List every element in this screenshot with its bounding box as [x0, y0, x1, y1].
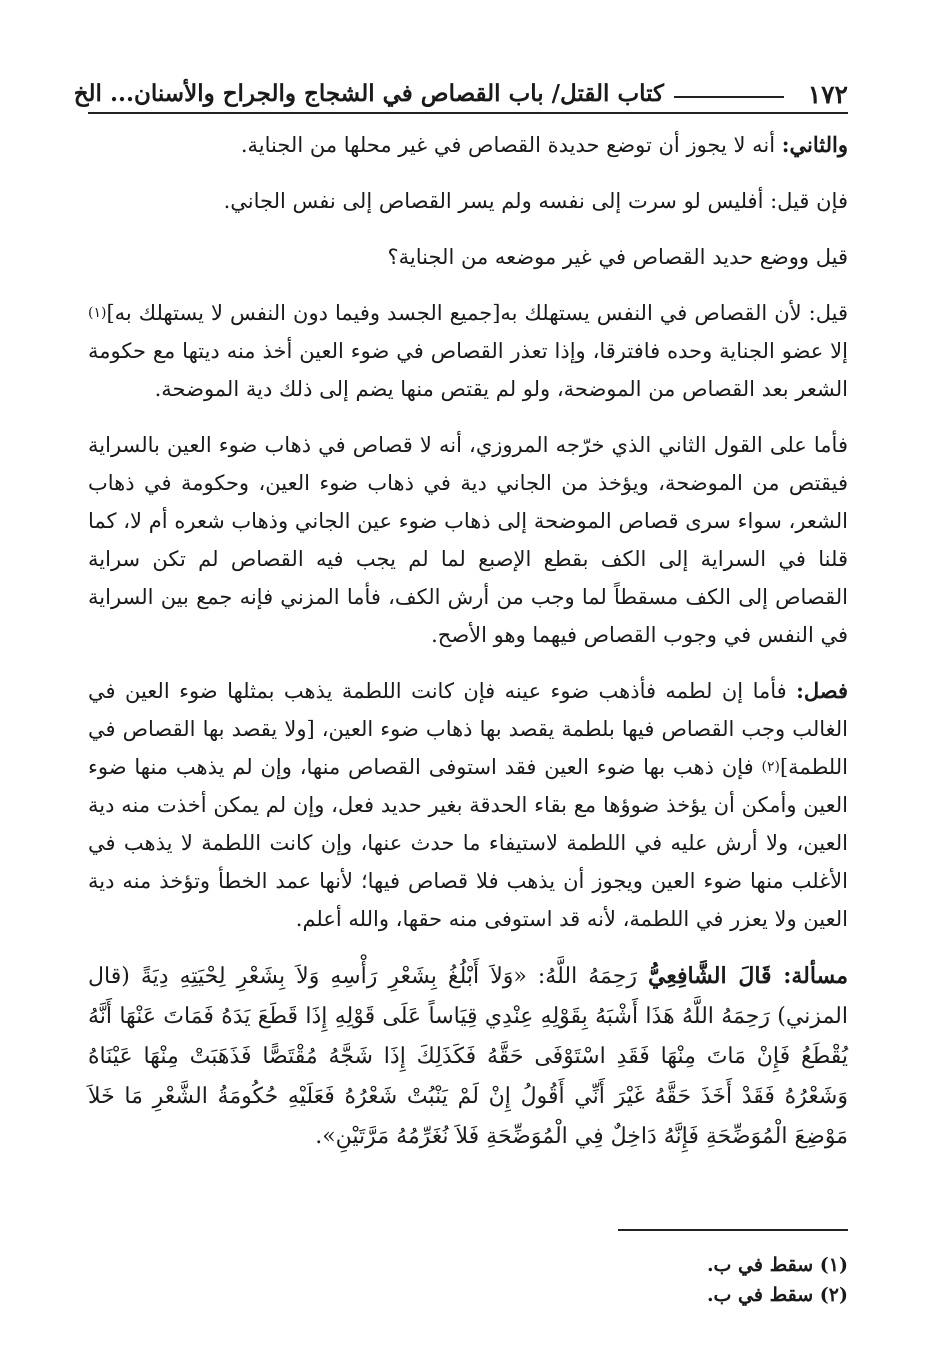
paragraph-text: فأما على القول الثاني الذي خرّجه المروزي، أنه لا قصاص في ذهاب ضوء العين بالسراية فيقتص من الموضحة، ويؤخذ من الجاني دية في ذهاب ضوء العين، وحكومة في ذهاب الشعر، سواء سرى قصاص الموضحة إلى ذهاب ضوء عين الجاني وذهاب شعره أم لا، كما قلنا في السراية إلى الكف بقطع الإصبع لما لم يجب فيه القصاص لم تكن سراية القصاص إلى الكف مسقطاً لما وجب من أرش الكف، فأما المزني فإنه جمع بين السراية في النفس في وجوب القصاص فيهما وهو الأصح.	[88, 433, 848, 647]
paragraph-text: رَحِمَهُ اللَّهُ: «وَلاَ أَبْلُغُ بِشَعْرِ رَأْسِهِ وَلاَ بِشَعْرِ لِحْيَتِهِ دِيَةً (قال المزني) رَحِمَهُ اللَّهُ هَذَا أَشْبَهُ بِقَوْلِهِ عِنْدِي قِيَاساً عَلَى قَوْلِهِ إِذَا قَطَعَ يَدَهُ فَمَاتَ عَنْهَا أَنَّهُ يُقْطَعُ فَإِنْ مَاتَ مِنْهَا فَقَدِ اسْتَوْفَى حَقَّهُ فَكَذَلِكَ إِذَا شَجَّهُ مُقْتَصًّا فَذَهَبَتْ مِنْهَا عَيْنَاهُ وَشَعْرُهُ فَقَدْ أَخَذَ حَقَّهُ غَيْرَ أَنِّي أَقُولُ إِنْ لَمْ يَنْبُتْ شَعْرُهُ فَعَلَيْهِ حُكُومَةُ الشَّعْرِ مَا خَلاَ مَوْضِعَ الْمُوَضِّحَةِ فَإِنَّهُ دَاخِلٌ فِي الْمُوَضِّحَةِ فَلاَ نُغَرِّمُهُ مَرَّتَيْنِ».	[88, 964, 848, 1149]
paragraph-lead: والثاني:	[781, 132, 848, 157]
running-header	[73, 72, 848, 116]
paragraph-text: قيل ووضع حديد القصاص في غير موضعه من الجناية؟	[387, 245, 848, 269]
footnote-marker: (١)	[819, 1254, 848, 1276]
footnote-rule	[618, 1229, 848, 1231]
main-text	[88, 126, 848, 1175]
footnote-marker[interactable]: (١)	[88, 305, 107, 321]
header-rule	[88, 112, 848, 114]
footnote-marker: (٢)	[819, 1284, 848, 1306]
paragraph-1	[88, 126, 848, 164]
paragraph-4	[88, 294, 848, 408]
paragraph-2	[88, 182, 848, 220]
paragraph-text: أنه لا يجوز أن توضع حديدة القصاص في غير محلها من الجناية.	[240, 133, 782, 157]
page-number: ١٧٢	[807, 80, 848, 109]
footnotes	[88, 1250, 848, 1310]
paragraph-text: فإن ذهب بها ضوء العين فقد استوفى القصاص منها، وإن لم يذهب منها ضوء العين وأمكن أن يؤخذ ضوؤها مع بقاء الحدقة بغير حديد فعل، وإن لم يمكن أخذت منه دية العين، ولا أرش عليه في اللطمة لاستيفاء ما حدث عنها، وإن كانت اللطمة لا يذهب في الأغلب منها ضوء العين ويجوز أن يذهب فلا قصاص فيها؛ لأنها عمد الخطأ وتؤخذ منه دية العين ولا يعزر في اللطمة، لأنه قد استوفى منه حقها، والله أعلم.	[88, 755, 848, 931]
running-title: كتاب القتل/ باب القصاص في الشجاج والجراح والأسنان... الخ	[73, 80, 664, 107]
footnote-text: سقط في ب.	[706, 1284, 814, 1306]
footnote-2	[88, 1280, 848, 1310]
paragraph-7	[88, 956, 848, 1157]
paragraph-6	[88, 672, 848, 938]
paragraph-text: إلا عضو الجناية وحده فافترقا، وإذا تعذر القصاص في ضوء العين أخذ منه ديتها مع حكومة الشعر بعد القصاص من الموضحة، ولو لم يقتص منها يضم إلى ذلك دية الموضحة.	[88, 339, 848, 401]
footnote-text: سقط في ب.	[706, 1254, 814, 1276]
header-dash	[674, 96, 784, 98]
paragraph-lead: مسألة: قَالَ الشَّافِعِيُّ	[648, 963, 848, 989]
paragraph-text: فأما إن لطمه فأذهب ضوء عينه فإن كانت اللطمة يذهب بمثلها ضوء العين في الغالب وجب القصاص فيها بلطمة يقصد بها ذهاب ضوء العين، [ولا يقصد بها القصاص في اللطمة]	[88, 679, 848, 779]
paragraph-3	[88, 238, 848, 276]
footnote-marker[interactable]: (٢)	[761, 759, 780, 775]
paragraph-text: قيل: لأن القصاص في النفس يستهلك به[جميع الجسد وفيما دون النفس لا يستهلك به]	[106, 301, 848, 325]
paragraph-lead: فصل:	[796, 678, 848, 703]
footnote-1	[88, 1250, 848, 1280]
paragraph-5	[88, 426, 848, 654]
paragraph-text: فإن قيل: أفليس لو سرت إلى نفسه ولم يسر القصاص إلى نفس الجاني.	[223, 189, 848, 213]
